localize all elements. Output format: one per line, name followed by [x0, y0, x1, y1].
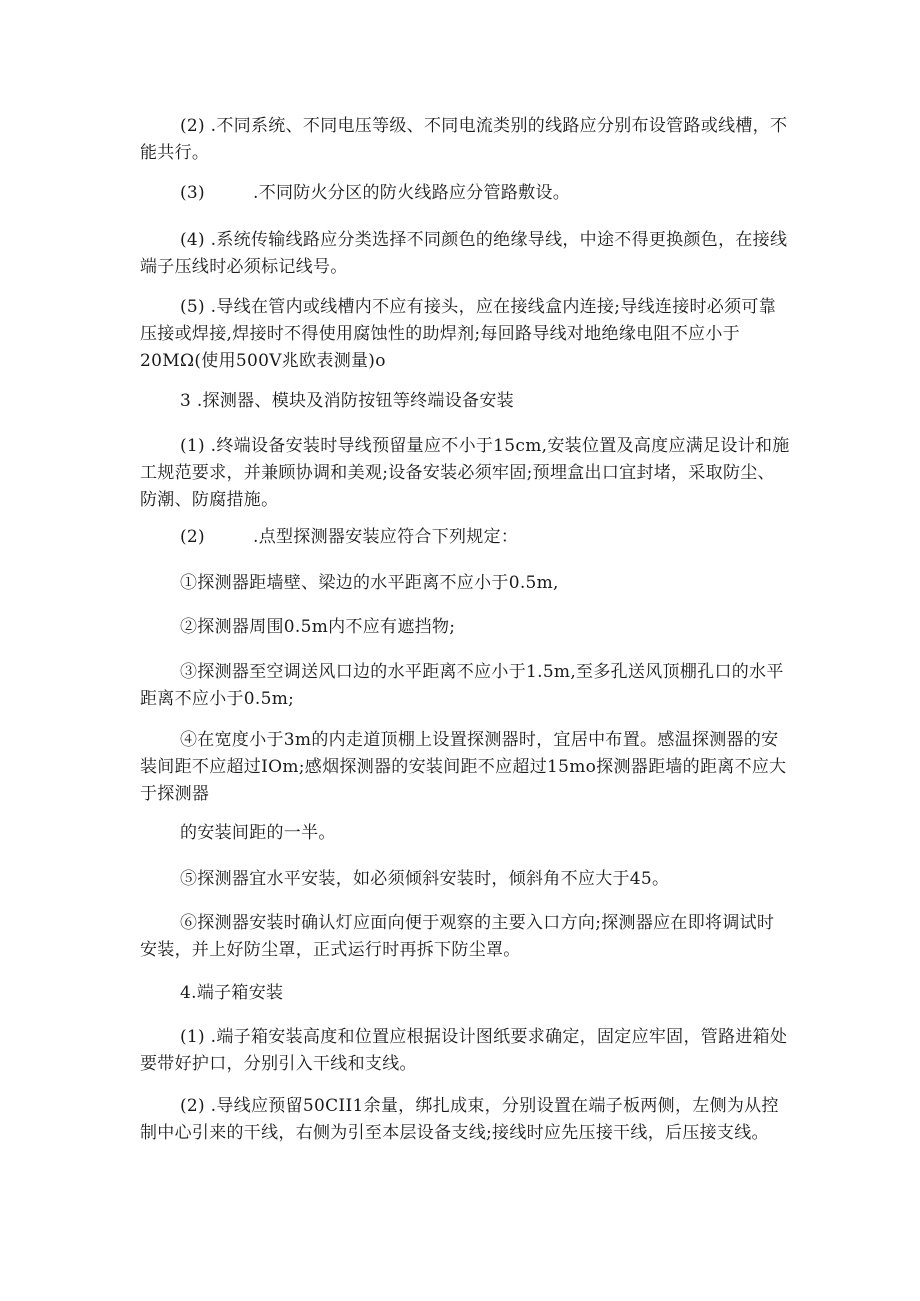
paragraph-text: ②探测器周围0.5m内不应有遮挡物; [180, 617, 456, 637]
list-item-circled-2 [140, 614, 790, 641]
item-number: (3) [180, 183, 205, 203]
paragraph-item-3-1 [140, 433, 790, 514]
heading-text: 3 .探测器、模块及消防按钮等终端设备安装 [180, 391, 514, 411]
paragraph-item-4-1 [140, 1024, 790, 1078]
paragraph-item-2-2 [140, 113, 790, 167]
list-item-circled-1 [140, 570, 790, 597]
paragraph-text: .点型探测器安装应符合下列规定： [252, 527, 519, 547]
paragraph-text: ④在宽度小于3m的内走道顶棚上设置探测器时，宜居中布置。感温探测器的安装间距不应超过IOm;感烟探测器的安装间距不应超过15mo探测器距墙的距离不应大于探测器 [140, 730, 787, 804]
paragraph-item-2-5 [140, 294, 790, 375]
paragraph-text: ⑥探测器安装时确认灯应面向便于观察的主要入口方向;探测器应在即将调试时安装，并上好防尘罩，正式运行时再拆下防尘罩。 [140, 913, 775, 960]
paragraph-text: ③探测器至空调送风口边的水平距离不应小于1.5m,至多孔送风顶棚孔口的水平距离不应小于0.5m; [140, 662, 784, 709]
list-item-circled-5 [140, 866, 790, 893]
paragraph-item-2-4 [140, 227, 790, 281]
list-item-continuation [140, 820, 790, 847]
section-heading-3 [140, 388, 790, 415]
paragraph-text: (2) .不同系统、不同电压等级、不同电流类别的线路应分别布设管路或线槽，不能共行。 [140, 116, 788, 163]
list-item-circled-6 [140, 910, 790, 964]
paragraph-text: (2) .导线应预留50CII1余量，绑扎成束，分别设置在端子板两侧，左侧为从控制中心引来的干线，右侧为引至本层设备支线;接线时应先压接干线，后压接支线。 [140, 1096, 779, 1143]
heading-text: 4.端子箱安装 [180, 983, 284, 1003]
paragraph-text: (1) .终端设备安装时导线预留量应不小于15cm,安装位置及高度应满足设计和施工规范要求，并兼顾协调和美观;设备安装必须牢固;预埋盒出口宜封堵，采取防尘、防潮、防腐措施。 [140, 436, 790, 510]
paragraph-item-4-2 [140, 1093, 790, 1147]
paragraph-text: ⑤探测器宜水平安装，如必须倾斜安装时，倾斜角不应大于45。 [180, 869, 670, 889]
paragraph-text: 的安装间距的一半。 [180, 823, 336, 843]
paragraph-item-2-3 [140, 180, 790, 207]
paragraph-text: ①探测器距墙壁、梁边的水平距离不应小于0.5m, [180, 573, 559, 593]
paragraph-text: (5) .导线在管内或线槽内不应有接头，应在接线盒内连接;导线连接时必须可靠压接或焊接,焊接时不得使用腐蚀性的助焊剂;每回路导线对地绝缘电阻不应小于20MΩ(使用500V兆欧表测量)o [140, 297, 777, 371]
paragraph-text: .不同防火分区的防火线路应分管路敷设。 [252, 183, 571, 203]
section-heading-4 [140, 980, 790, 1007]
paragraph-text: (1) .端子箱安装高度和位置应根据设计图纸要求确定，固定应牢固，管路进箱处要带好护口，分别引入干线和支线。 [140, 1027, 788, 1074]
paragraph-item-3-2 [140, 524, 790, 551]
list-item-circled-4 [140, 727, 790, 808]
paragraph-text: (4) .系统传输线路应分类选择不同颜色的绝缘导线，中途不得更换颜色，在接线端子压线时必须标记线号。 [140, 230, 788, 277]
item-number: (2) [180, 527, 205, 547]
list-item-circled-3 [140, 659, 790, 713]
